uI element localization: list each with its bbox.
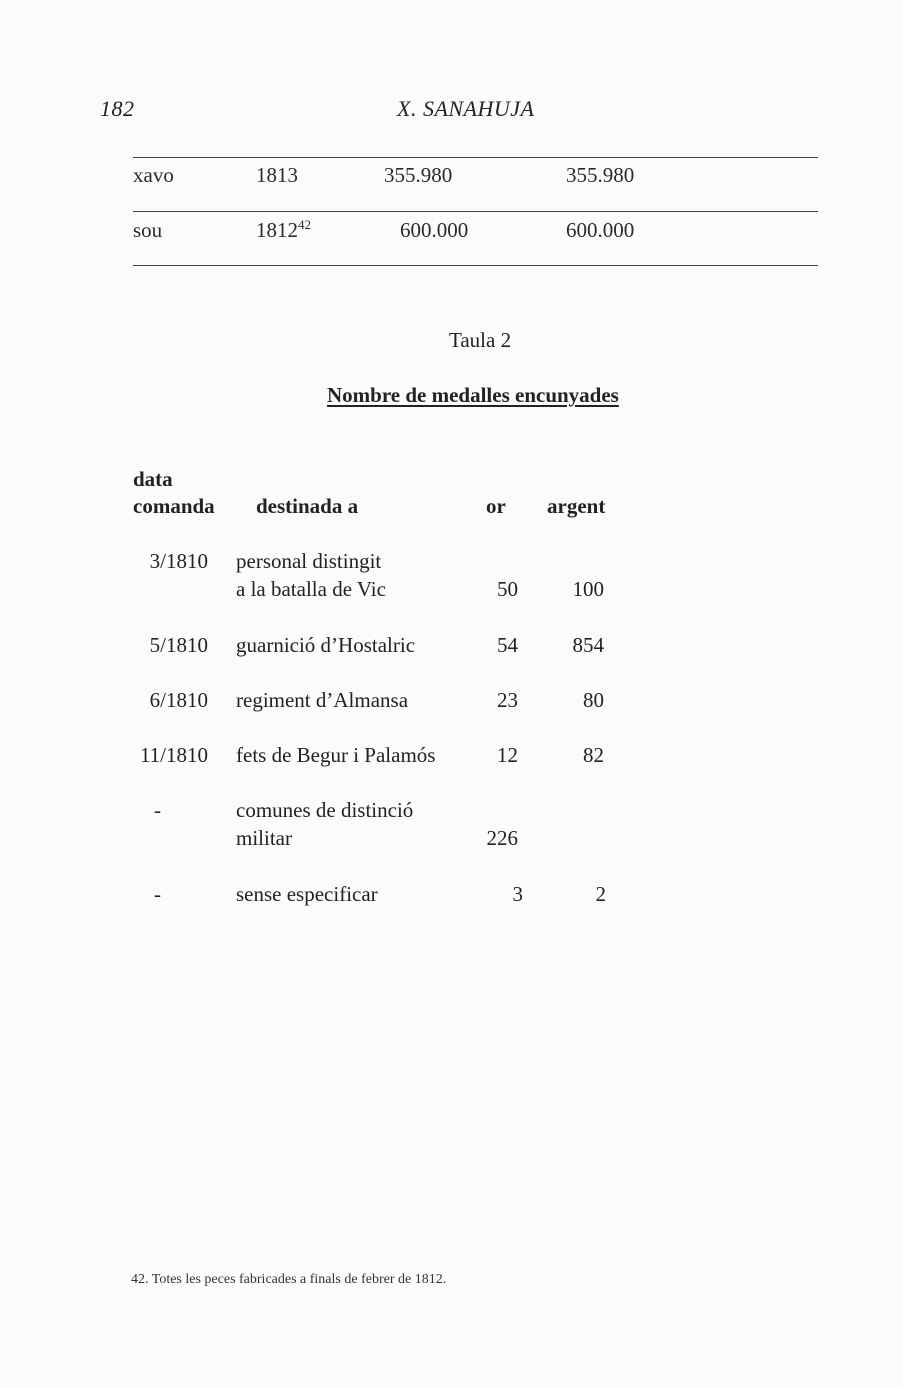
- table1-rule-bottom: [133, 265, 818, 266]
- silver-count: 100: [572, 577, 604, 601]
- footnote-ref: 42: [298, 217, 311, 232]
- gold-count: 12: [497, 743, 518, 767]
- header-date: data: [133, 467, 173, 491]
- destination-line-2: a la batalla de Vic: [236, 577, 386, 601]
- table1-rule-mid: [133, 211, 818, 212]
- table-title: Nombre de medalles encunyades: [327, 383, 619, 407]
- destination: regiment d’Almansa: [236, 688, 409, 712]
- header-date-2: comanda: [133, 494, 215, 518]
- order-date: -: [154, 882, 161, 906]
- destination: guarnició d’Hostalric: [236, 633, 416, 657]
- coin-name: sou: [133, 218, 163, 242]
- coin-value-2: 355.980: [566, 163, 635, 187]
- table-caption: Taula 2: [449, 328, 512, 352]
- coin-year: 1812$^{42}$: [256, 217, 311, 242]
- gold-count: 3: [512, 882, 523, 906]
- order-date: 6/1810: [149, 688, 208, 712]
- coin-name: xavo: [133, 163, 174, 187]
- running-title: X. SANAHUJA: [397, 96, 535, 121]
- header-destination: destinada a: [256, 494, 359, 518]
- footnote: 42. Totes les peces fabricades a finals de febrer de 1812.: [131, 1272, 447, 1287]
- coin-value-1: 355.980: [384, 163, 453, 187]
- coin-value-1: 600.000: [400, 218, 469, 242]
- gold-count: 226: [486, 826, 518, 850]
- coin-value-2: 600.000: [566, 218, 635, 242]
- gold-count: 23: [497, 688, 518, 712]
- table1-rule-top: [133, 157, 818, 158]
- order-date: 5/1810: [149, 633, 208, 657]
- gold-count: 50: [497, 577, 518, 601]
- gold-count: 54: [497, 633, 518, 657]
- destination: sense especificar: [236, 882, 378, 906]
- header-gold: or: [486, 494, 506, 518]
- destination: personal distingit: [236, 549, 382, 573]
- order-date: 11/1810: [139, 743, 208, 767]
- destination: comunes de distinció: [236, 798, 414, 822]
- silver-count: 854: [572, 633, 604, 657]
- header-silver: argent: [547, 494, 606, 518]
- order-date: -: [154, 798, 161, 822]
- destination: fets de Begur i Palamós: [236, 743, 436, 767]
- coin-year: 1813: [256, 163, 298, 187]
- destination-line-2: militar: [236, 826, 292, 850]
- silver-count: 82: [583, 743, 604, 767]
- silver-count: 2: [595, 882, 606, 906]
- silver-count: 80: [583, 688, 604, 712]
- order-date: 3/1810: [149, 549, 208, 573]
- page-number: 182: [100, 96, 135, 121]
